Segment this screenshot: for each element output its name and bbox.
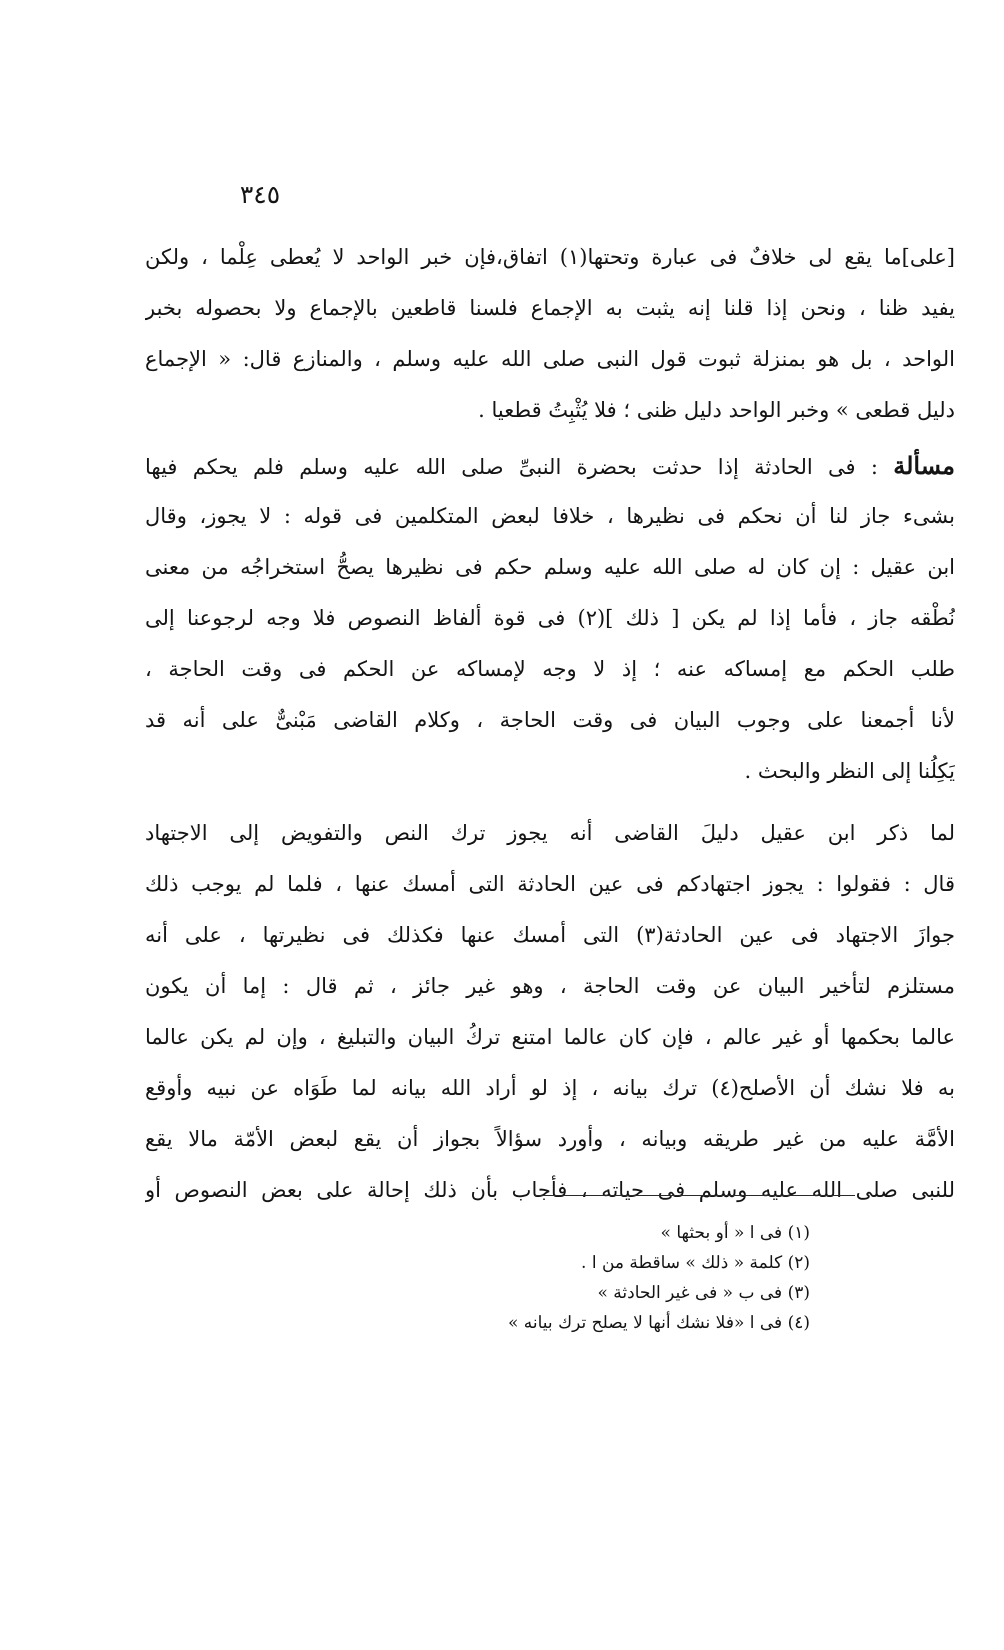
text-line: يفيد ظنا ، ونحن إذا قلنا إنه يثبت به الإجماع فلسنا قاطعين بالإجماع ولا بحصوله بخبر xyxy=(145,296,955,320)
text-line: يَكِلُنا إلى النظر والبحث . xyxy=(744,759,955,783)
text-line: ابن عقيل : إن كان له صلى الله عليه وسلم حكم فى نظيرها يصحُّ استخراجُه من معنى xyxy=(145,555,955,579)
footnote-divider xyxy=(535,1195,855,1196)
paragraph-2-masala xyxy=(145,440,955,797)
paragraph-3 xyxy=(145,808,955,1216)
section-heading: مسألة xyxy=(893,451,955,480)
text-line: دليل قطعى » وخبر الواحد دليل ظنى ؛ فلا يُثْبِتُ قطعيا . xyxy=(478,398,955,422)
footnotes xyxy=(330,1218,810,1338)
text-line: طلب الحكم مع إمساكه عنه ؛ إذ لا وجه لإمساكه عن الحكم فى وقت الحاجة ، xyxy=(145,657,955,681)
text-line: الواحد ، بل هو بمنزلة ثبوت قول النبى صلى الله عليه وسلم ، والمنازع قال: « الإجماع xyxy=(145,347,955,371)
footnote-1: (١) فى ا « أو بحثها » xyxy=(660,1223,810,1243)
text-line: [على]ما يقع لى خلافٌ فى عبارة وتحتها(١) اتفاق،فإن خبر الواحد لا يُعطى عِلْما ، ولكن xyxy=(145,245,955,269)
footnote-2: (٢) كلمة « ذلك » ساقطة من ا . xyxy=(581,1253,810,1273)
text-line: نُطْقه جاز ، فأما إذا لم يكن [ ذلك ](٢) فى قوة ألفاظ النصوص فلا وجه لرجوعنا إلى xyxy=(145,606,955,630)
footnote-3: (٣) فى ب « فى غير الحادثة » xyxy=(597,1283,810,1303)
text-line: مستلزم لتأخير البيان عن وقت الحاجة ، وهو غير جائز ، ثم قال : إما أن يكون xyxy=(145,974,955,998)
text-line: بشىء جاز لنا أن نحكم فى نظيرها ، خلافا لبعض المتكلمين فى قوله : لا يجوز، وقال xyxy=(145,504,955,528)
text-line: قال : فقولوا : يجوز اجتهادكم فى عين الحادثة التى أمسك عنها ، فلما لم يوجب ذلك xyxy=(145,872,955,896)
paragraph-1 xyxy=(145,232,955,436)
footnote-4: (٤) فى ا «فلا نشك أنها لا يصلح ترك بيانه » xyxy=(507,1313,810,1333)
text-line xyxy=(145,440,955,491)
text-line: الأمَّة عليه من غير طريقه وبيانه ، وأورد سؤالاً بجواز أن يقع لبعض الأمّة مالا يقع xyxy=(145,1127,955,1151)
text-line: للنبى صلى الله عليه وسلم فى حياته ، فأجاب بأن ذلك إحالة على بعض النصوص أو xyxy=(145,1178,955,1202)
page-number: ٣٤٥ xyxy=(239,180,281,209)
text-line: عالما بحكمها أو غير عالم ، فإن كان عالما امتنع تركُ البيان والتبليغ ، وإن لم يكن عالما xyxy=(145,1025,955,1049)
text-line: لأنا أجمعنا على وجوب البيان فى وقت الحاجة ، وكلام القاضى مَبْنىٌّ على أنه قد xyxy=(145,708,955,732)
heading-line-text: : فى الحادثة إذا حدثت بحضرة النبىِّ صلى الله عليه وسلم فلم يحكم فيها xyxy=(145,455,894,479)
text-line: به فلا نشك أن الأصلح(٤) ترك بيانه ، إذ لو أراد الله بيانه لما طَوَاه عن نبيه وأوقع xyxy=(145,1076,955,1100)
text-line: لما ذكر ابن عقيل دليلَ القاضى أنه يجوز ترك النص والتفويض إلى الاجتهاد xyxy=(145,821,955,845)
text-line: جوازَ الاجتهاد فى عين الحادثة(٣) التى أمسك عنها فكذلك فى نظيرتها ، على أنه xyxy=(145,923,955,947)
